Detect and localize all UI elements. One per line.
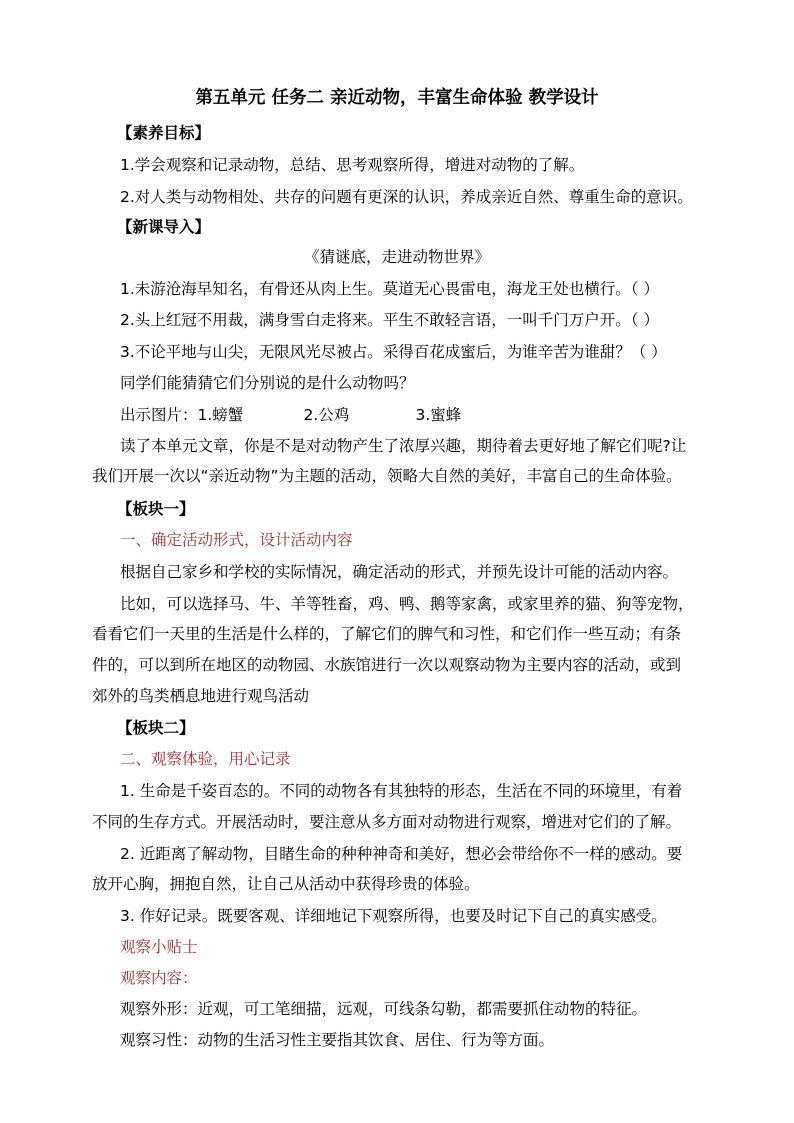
- block2-subheading: 二、观察体验，用心记录: [120, 750, 291, 768]
- block1-paragraph-2-line-1: 比如，可以选择马、牛、羊等牲畜，鸡、鸭、鹅等家禽，或家里养的猫、狗等宠物，: [120, 595, 694, 613]
- block1-paragraph-2-line-4: 郊外的鸟类栖息地进行观鸟活动: [92, 687, 310, 705]
- tips-content-label: 观察内容：: [120, 969, 198, 987]
- goal-item-1: 1.学会观察和记录动物，总结、思考观察所得，增进对动物的了解。: [120, 156, 585, 174]
- block2-heading: 【板块二】: [117, 719, 195, 737]
- block1-subheading: 一、确定活动形式，设计活动内容: [120, 531, 353, 549]
- riddle-1: 1.未游沧海早知名，有骨还从肉上生。莫道无心畏雷电，海龙王处也横行。（ ）: [120, 280, 659, 298]
- block1-paragraph-2-line-2: 看看它们一天里的生活是什么样的，了解它们的脾气和习性，和它们作一些互动；有条: [92, 625, 682, 643]
- riddle-3: 3.不论平地与山尖，无限风光尽被占。采得百花成蜜后，为谁辛苦为谁甜？（ ）: [120, 343, 667, 361]
- riddle-question: 同学们能猜猜它们分别说的是什么动物吗？: [120, 374, 415, 392]
- goals-heading: 【素养目标】: [117, 124, 211, 142]
- block1-heading: 【板块一】: [117, 500, 195, 518]
- answer-1: 1.螃蟹: [197, 406, 244, 424]
- riddle-2: 2.头上红冠不用裁，满身雪白走将来。平生不敢轻言语，一叫千门万户开。（ ）: [120, 311, 659, 329]
- block1-paragraph-1: 根据自己家乡和学校的实际情况，确定活动的形式，并预先设计可能的活动内容。: [120, 563, 679, 581]
- document-title: 第五单元 任务二 亲近动物，丰富生命体验 教学设计: [195, 88, 599, 108]
- answer-2: 2.公鸡: [303, 406, 350, 424]
- tip-appearance: 观察外形：近观，可工笔细描，远观，可线条勾勒，都需要抓住动物的特征。: [120, 1000, 648, 1018]
- answers-row: [120, 405, 461, 425]
- intro-paragraph-line-2: 我们开展一次以“亲近动物”为主题的活动，领略大自然的美好，丰富自己的生命体验。: [92, 467, 682, 485]
- intro-paragraph-line-1: 读了本单元文章，你是不是对动物产生了浓厚兴趣，期待着去更好地了解它们呢?让: [120, 437, 687, 455]
- goal-item-2: 2.对人类与动物相处、共存的问题有更深的认识，养成亲近自然、尊重生命的意识。: [120, 188, 693, 206]
- block2-point-2-line-2: 放开心胸，拥抱自然，让自己从活动中获得珍贵的体验。: [92, 875, 480, 893]
- block1-paragraph-2-line-3: 件的，可以到所在地区的动物园、水族馆进行一次以观察动物为主要内容的活动，或到: [92, 656, 682, 674]
- intro-heading: 【新课导入】: [117, 218, 211, 236]
- intro-subtitle: 《猜谜底，走进动物世界》: [303, 248, 490, 266]
- answer-3: 3.蜜蜂: [415, 406, 462, 424]
- answers-label: 出示图片：: [120, 406, 198, 424]
- tips-heading: 观察小贴士: [120, 938, 198, 956]
- tip-habits: 观察习性：动物的生活习性主要指其饮食、居住、行为等方面。: [120, 1031, 555, 1049]
- block2-point-1-line-1: 1. 生命是千姿百态的。不同的动物各有其独特的形态，生活在不同的环境里，有着: [120, 782, 683, 800]
- block2-point-1-line-2: 不同的生存方式。开展活动时，要注意从多方面对动物进行观察，增进对它们的了解。: [92, 813, 682, 831]
- block2-point-2-line-1: 2. 近距离了解动物，目睹生命的种种神奇和美好，想必会带给你不一样的感动。要: [120, 845, 683, 863]
- block2-point-3: 3. 作好记录。既要客观、详细地记下观察所得，也要及时记下自己的真实感受。: [120, 907, 667, 925]
